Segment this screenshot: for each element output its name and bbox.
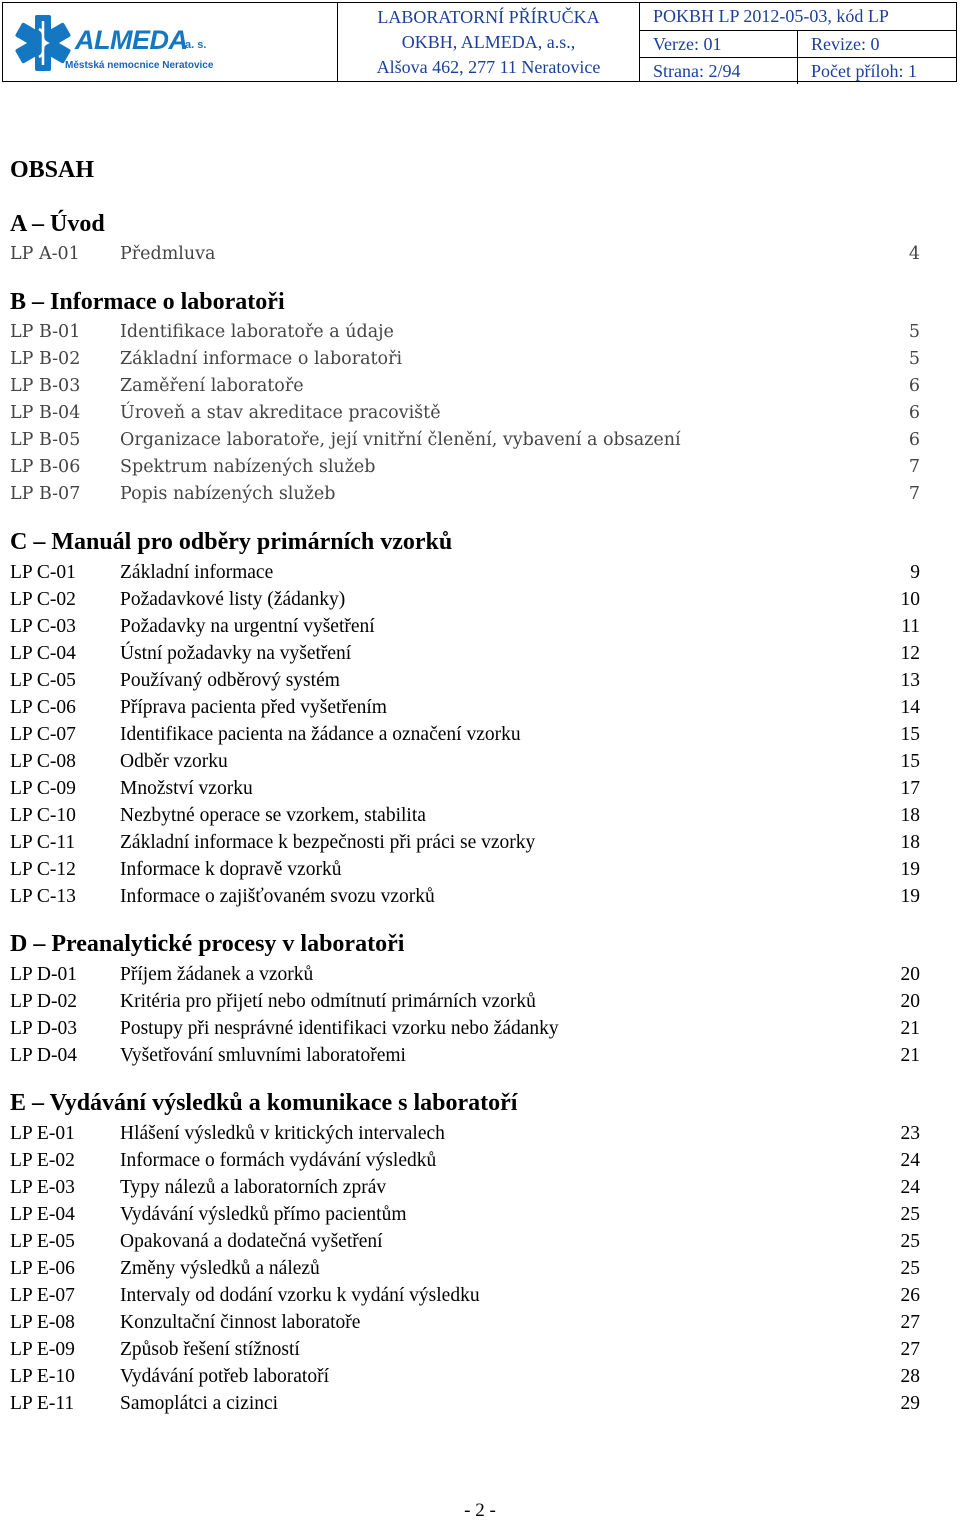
toc-entry[interactable] (10, 1042, 920, 1069)
revision: Revize: 0 (811, 34, 880, 54)
entry-page: 6 (908, 376, 920, 396)
entry-name: Způsob řešení stížností (120, 1339, 300, 1360)
entry-name: Postupy při nesprávné identifikaci vzorku nebo žádanky (120, 1018, 559, 1039)
entry-code: LP B-02 (10, 349, 81, 369)
entry-code: LP B-03 (10, 376, 81, 396)
section-title: B – Informace o laboratoři (10, 289, 285, 315)
toc-entry[interactable] (10, 856, 920, 883)
entry-code: LP C-07 (10, 724, 76, 745)
toc-entry[interactable] (10, 613, 920, 640)
toc-entry[interactable] (10, 694, 920, 721)
entry-code: LP C-01 (10, 562, 76, 583)
toc-entry[interactable] (10, 667, 920, 694)
toc-entry[interactable] (10, 640, 920, 667)
entry-name: Organizace laboratoře, její vnitřní členění, vybavení a obsazení (120, 430, 681, 450)
entry-code: LP D-02 (10, 991, 77, 1012)
entry-name: Popis nabízených služeb (120, 484, 336, 504)
toc-entry[interactable] (10, 481, 920, 508)
entry-name: Odběr vzorku (120, 751, 228, 772)
page-count: Strana: 2/94 (640, 58, 798, 84)
toc-entry[interactable] (10, 1336, 920, 1363)
logo-brand: ALMEDA (75, 25, 188, 55)
page-number: - 2 - (464, 1500, 496, 1521)
title-line: Alšova 462, 277 11 Neratovice (376, 57, 601, 77)
toc-entry[interactable] (10, 1309, 920, 1336)
version-row (640, 31, 956, 58)
version: Verze: 01 (640, 31, 798, 57)
entry-page: 20 (900, 991, 920, 1012)
table-of-contents (10, 150, 920, 1417)
entry-name: Předmluva (120, 244, 216, 264)
toc-entry[interactable] (10, 1255, 920, 1282)
section-title: E – Vydávání výsledků a komunikace s laboratoří (10, 1090, 518, 1116)
entry-page: 9 (910, 562, 920, 583)
doc-code: POKBH LP 2012-05-03, kód LP (640, 3, 956, 31)
entry-page: 6 (908, 403, 920, 423)
entry-code: LP C-05 (10, 670, 76, 691)
entry-page: 21 (900, 1018, 920, 1039)
entry-name: Opakovaná a dodatečná vyšetření (120, 1231, 383, 1252)
entry-code: LP C-09 (10, 778, 76, 799)
title-line: OKBH, ALMEDA, a.s., (401, 32, 576, 52)
entry-code: LP E-08 (10, 1312, 75, 1333)
entry-code: LP B-04 (10, 403, 81, 423)
section-title: C – Manuál pro odběry primárních vzorků (10, 529, 453, 555)
entry-name: Základní informace o laboratoři (120, 349, 403, 369)
toc-heading: OBSAH (10, 157, 95, 183)
entry-code: LP B-05 (10, 430, 81, 450)
entry-code: LP D-04 (10, 1045, 77, 1066)
entry-name: Požadavky na urgentní vyšetření (120, 616, 375, 637)
toc-entry[interactable] (10, 586, 920, 613)
toc-entry[interactable] (10, 829, 920, 856)
entry-page: 27 (900, 1339, 920, 1360)
toc-entry[interactable] (10, 802, 920, 829)
entry-code: LP E-06 (10, 1258, 75, 1279)
entry-code: LP C-08 (10, 751, 76, 772)
entry-code: LP E-09 (10, 1339, 75, 1360)
toc-entry[interactable] (10, 1282, 920, 1309)
entry-code: LP C-02 (10, 589, 76, 610)
entry-code: LP C-03 (10, 616, 76, 637)
entry-page: 4 (908, 244, 920, 264)
document-header (2, 2, 957, 82)
entry-code: LP C-10 (10, 805, 76, 826)
entry-name: Množství vzorku (120, 778, 253, 799)
entry-name: Vydávání výsledků přímo pacientům (120, 1204, 407, 1225)
entry-code: LP C-13 (10, 886, 76, 907)
entry-page: 17 (900, 778, 920, 799)
toc-section (10, 208, 920, 268)
toc-entry[interactable] (10, 454, 920, 481)
section-title: A – Úvod (10, 211, 105, 237)
entry-name: Spektrum nabízených služeb (120, 457, 376, 477)
entry-code: LP E-05 (10, 1231, 75, 1252)
toc-entry[interactable] (10, 721, 920, 748)
entry-page: 7 (908, 457, 920, 477)
entry-page: 26 (900, 1285, 920, 1306)
toc-section (10, 286, 920, 508)
entry-name: Informace o zajišťovaném svozu vzorků (120, 886, 435, 907)
entry-name: Samoplátci a cizinci (120, 1393, 279, 1414)
entry-name: Změny výsledků a nálezů (120, 1258, 320, 1279)
toc-entry[interactable] (10, 961, 920, 988)
toc-entry[interactable] (10, 427, 920, 454)
entry-code: LP C-06 (10, 697, 76, 718)
entry-code: LP B-06 (10, 457, 81, 477)
entry-code: LP E-04 (10, 1204, 75, 1225)
page-row (640, 58, 956, 84)
entry-page: 12 (900, 643, 920, 664)
entry-name: Typy nálezů a laboratorních zpráv (120, 1177, 387, 1198)
entry-page: 21 (900, 1045, 920, 1066)
toc-entry[interactable] (10, 1363, 920, 1390)
toc-entry[interactable] (10, 775, 920, 802)
toc-entry[interactable] (10, 559, 920, 586)
entry-name: Vyšetřování smluvními laboratořemi (120, 1045, 406, 1066)
entry-name: Základní informace k bezpečnosti při práci se vzorky (120, 832, 536, 853)
entry-name: Informace k dopravě vzorků (120, 859, 342, 880)
entry-name: Používaný odběrový systém (120, 670, 340, 691)
entry-page: 7 (908, 484, 920, 504)
entry-page: 28 (900, 1366, 920, 1387)
entry-code: LP E-11 (10, 1393, 75, 1414)
toc-entry[interactable] (10, 400, 920, 427)
header-meta (640, 3, 956, 81)
entry-name: Ústní požadavky na vyšetření (120, 643, 352, 664)
entry-page: 18 (900, 805, 920, 826)
entry-page: 11 (901, 616, 920, 637)
toc-section (10, 928, 920, 1069)
entry-code: LP D-03 (10, 1018, 77, 1039)
entry-name: Příprava pacienta před vyšetřením (120, 697, 387, 718)
entry-code: LP E-01 (10, 1123, 75, 1144)
entry-page: 25 (900, 1231, 920, 1252)
entry-code: LP B-01 (10, 322, 81, 342)
toc-entry[interactable] (10, 346, 920, 373)
entry-name: Informace o formách vydávání výsledků (120, 1150, 437, 1171)
entry-page: 27 (900, 1312, 920, 1333)
entry-name: Konzultační činnost laboratoře (120, 1312, 361, 1333)
entry-name: Identifikace laboratoře a údaje (120, 322, 394, 342)
logo-suffix: a. s. (185, 39, 207, 51)
medical-star-icon (15, 11, 71, 75)
logo (3, 3, 338, 81)
entry-page: 10 (900, 589, 920, 610)
entry-name: Identifikace pacienta na žádance a označení vzorku (120, 724, 521, 745)
entry-name: Hlášení výsledků v kritických intervalech (120, 1123, 445, 1144)
entry-code: LP A-01 (10, 244, 80, 264)
toc-entry[interactable] (10, 241, 920, 268)
toc-section (10, 1087, 920, 1417)
entry-page: 19 (900, 859, 920, 880)
entry-page: 5 (908, 349, 920, 369)
entry-page: 24 (900, 1150, 920, 1171)
entry-code: LP C-11 (10, 832, 76, 853)
entry-code: LP E-07 (10, 1285, 75, 1306)
entry-page: 20 (900, 964, 920, 985)
toc-entry[interactable] (10, 1390, 920, 1417)
header-title (338, 3, 640, 81)
entry-page: 15 (900, 724, 920, 745)
toc-entry[interactable] (10, 748, 920, 775)
toc-entry[interactable] (10, 1015, 920, 1042)
entry-name: Kritéria pro přijetí nebo odmítnutí primárních vzorků (120, 991, 536, 1012)
title-line: LABORATORNÍ PŘÍRUČKA (377, 7, 600, 27)
entry-page: 6 (908, 430, 920, 450)
toc-section (10, 526, 920, 910)
entry-name: Nezbytné operace se vzorkem, stabilita (120, 805, 426, 826)
entry-page: 19 (900, 886, 920, 907)
logo-subtitle: Městská nemocnice Neratovice (65, 60, 214, 71)
entry-page: 25 (900, 1258, 920, 1279)
entry-page: 14 (900, 697, 920, 718)
toc-entry[interactable] (10, 1147, 920, 1174)
entry-name: Příjem žádanek a vzorků (120, 964, 314, 985)
entry-page: 23 (900, 1123, 920, 1144)
entry-code: LP E-10 (10, 1366, 75, 1387)
attachments: Počet příloh: 1 (811, 61, 917, 81)
entry-name: Úroveň a stav akreditace pracoviště (120, 403, 441, 423)
entry-page: 29 (900, 1393, 920, 1414)
entry-code: LP C-12 (10, 859, 76, 880)
toc-entry[interactable] (10, 1174, 920, 1201)
entry-page: 25 (900, 1204, 920, 1225)
entry-name: Vydávání potřeb laboratoří (120, 1366, 330, 1387)
entry-name: Požadavkové listy (žádanky) (120, 589, 346, 610)
entry-page: 5 (908, 322, 920, 342)
entry-name: Základní informace (120, 562, 274, 583)
entry-code: LP B-07 (10, 484, 81, 504)
section-title: D – Preanalytické procesy v laboratoři (10, 931, 405, 957)
entry-page: 24 (900, 1177, 920, 1198)
entry-page: 15 (900, 751, 920, 772)
entry-code: LP D-01 (10, 964, 77, 985)
entry-name: Intervaly od dodání vzorku k vydání výsledku (120, 1285, 480, 1306)
entry-name: Zaměření laboratoře (120, 376, 304, 396)
toc-entry[interactable] (10, 1120, 920, 1147)
toc-entry[interactable] (10, 1228, 920, 1255)
entry-page: 18 (900, 832, 920, 853)
entry-code: LP E-02 (10, 1150, 75, 1171)
entry-code: LP C-04 (10, 643, 76, 664)
toc-entry[interactable] (10, 988, 920, 1015)
entry-page: 13 (900, 670, 920, 691)
toc-entry[interactable] (10, 373, 920, 400)
toc-entry[interactable] (10, 319, 920, 346)
toc-entry[interactable] (10, 1201, 920, 1228)
entry-code: LP E-03 (10, 1177, 75, 1198)
toc-entry[interactable] (10, 883, 920, 910)
